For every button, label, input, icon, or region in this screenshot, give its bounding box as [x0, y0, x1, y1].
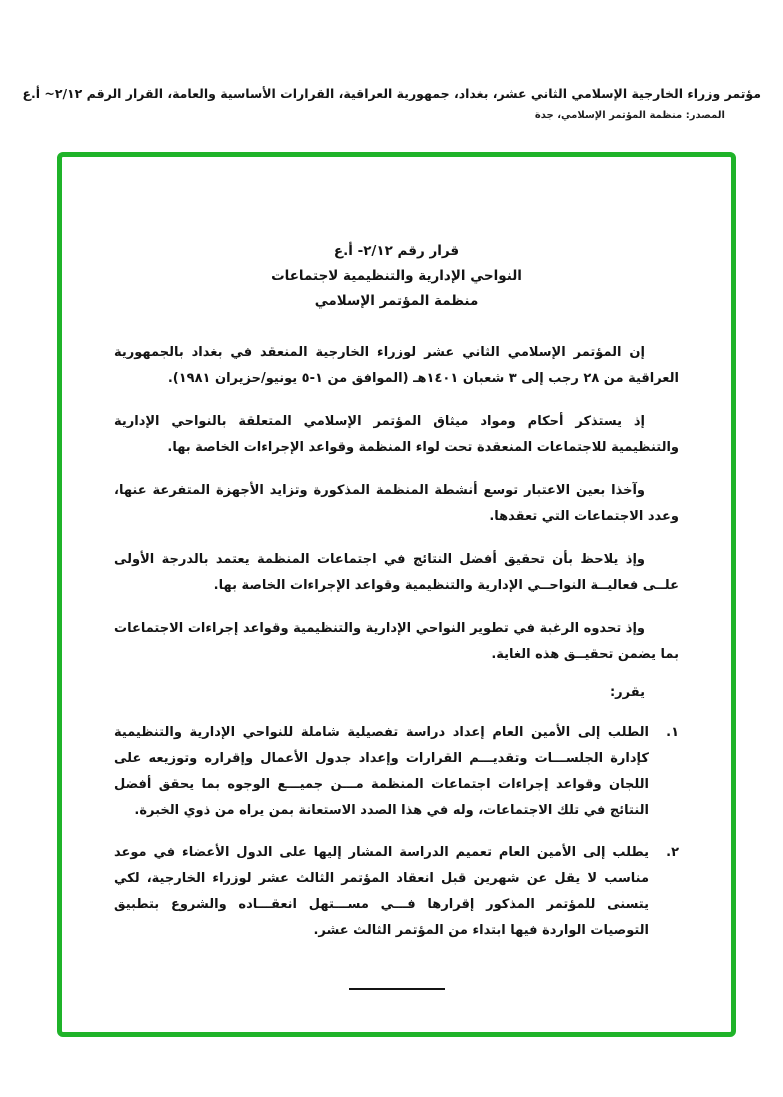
list-item: [114, 840, 679, 944]
document-frame: [57, 152, 736, 1037]
document-body: [62, 157, 731, 990]
decision-label: يقرر:: [609, 685, 645, 700]
title-line-subject: النواحي الإدارية والتنظيمية لاجتماعات: [271, 268, 522, 284]
preamble-paragraph: إذ يستذكر أحكام ومواد ميثاق المؤتمر الإسلامي المتعلقة بالنواحي الإدارية والتنظيمية للاجتماعات المنعقدة تحت لواء المنظمة وقواعد الإجراءات الخاصة بها.: [114, 414, 679, 455]
list-item-number: ١.: [666, 725, 679, 740]
preamble-paragraph: إن المؤتمر الإسلامي الثاني عشر لوزراء الخارجية المنعقد في بغداد بالجمهورية العراقية من ٢٨ رجب إلى ٣ شعبان ١٤٠١هـ (الموافق من ١-٥ يونيو/حزيران ١٩٨١).: [114, 345, 679, 386]
list-item: [114, 720, 679, 824]
document-header-citation: مؤتمر وزراء الخارجية الإسلامي الثاني عشر، بغداد، جمهورية العراقية، القرارات الأساسية والعامة، القرار الرقم ٢/١٢~ أ.ع: [22, 86, 761, 101]
list-item-text: يطلب إلى الأمين العام تعميم الدراسة المشار إليها على الدول الأعضاء في موعد مناسب لا يقل عن شهرين قبل انعقاد المؤتمر الثالث عشر لوزراء الخارجية، لكي يتسنى للمؤتمر المذكور إقرارها فـــي مســـتهل انعقـــاده والشروع بتطبيق التوصيات الواردة فيها ابتداء من المؤتمر الثالث عشر.: [114, 845, 649, 938]
decision-items-list: [114, 720, 679, 944]
list-item-text: الطلب إلى الأمين العام إعداد دراسة تفصيلية شاملة للنواحي الإدارية والتنظيمية كإدارة الجلســـات وتقديـــم القرارات وإعداد جدول الأعمال وإقراره وتوزيعه على اللجان وقواعد إجراءات اجتماعات المنظمة مـــن جميـــع الوجوه بما يحقق أفضل النتائج في تلك الاجتماعات، وله في هذا الصدد الاستعانة بمن يراه من ذوي الخبرة.: [114, 725, 649, 818]
preamble-paragraph: وإذ تحدوه الرغبة في تطوير النواحي الإدارية والتنظيمية وقواعد إجراءات الاجتماعات بما يضمن تحقيــق هذه الغاية.: [114, 621, 679, 662]
document-source-line: المصدر: منظمة المؤتمر الإسلامي، جدة: [534, 110, 725, 121]
footer-divider: [349, 988, 445, 990]
title-line-organization: منظمة المؤتمر الإسلامي: [314, 293, 479, 309]
document-title-block: [114, 239, 679, 314]
title-line-decree-number: قرار رقم ٢/١٢- أ.ع: [333, 243, 460, 259]
preamble-paragraph: وآخذا بعين الاعتبار توسع أنشطة المنظمة المذكورة وتزايد الأجهزة المتفرعة عنها، وعدد الاجتماعات التي تعقدها.: [114, 483, 679, 524]
list-item-number: ٢.: [666, 845, 679, 860]
preamble-paragraph: وإذ يلاحظ بأن تحقيق أفضل النتائج في اجتماعات المنظمة يعتمد بالدرجة الأولى علــى فعاليــة النواحــي الإدارية والتنظيمية وقواعد الإجراءات الخاصة بها.: [114, 552, 679, 593]
